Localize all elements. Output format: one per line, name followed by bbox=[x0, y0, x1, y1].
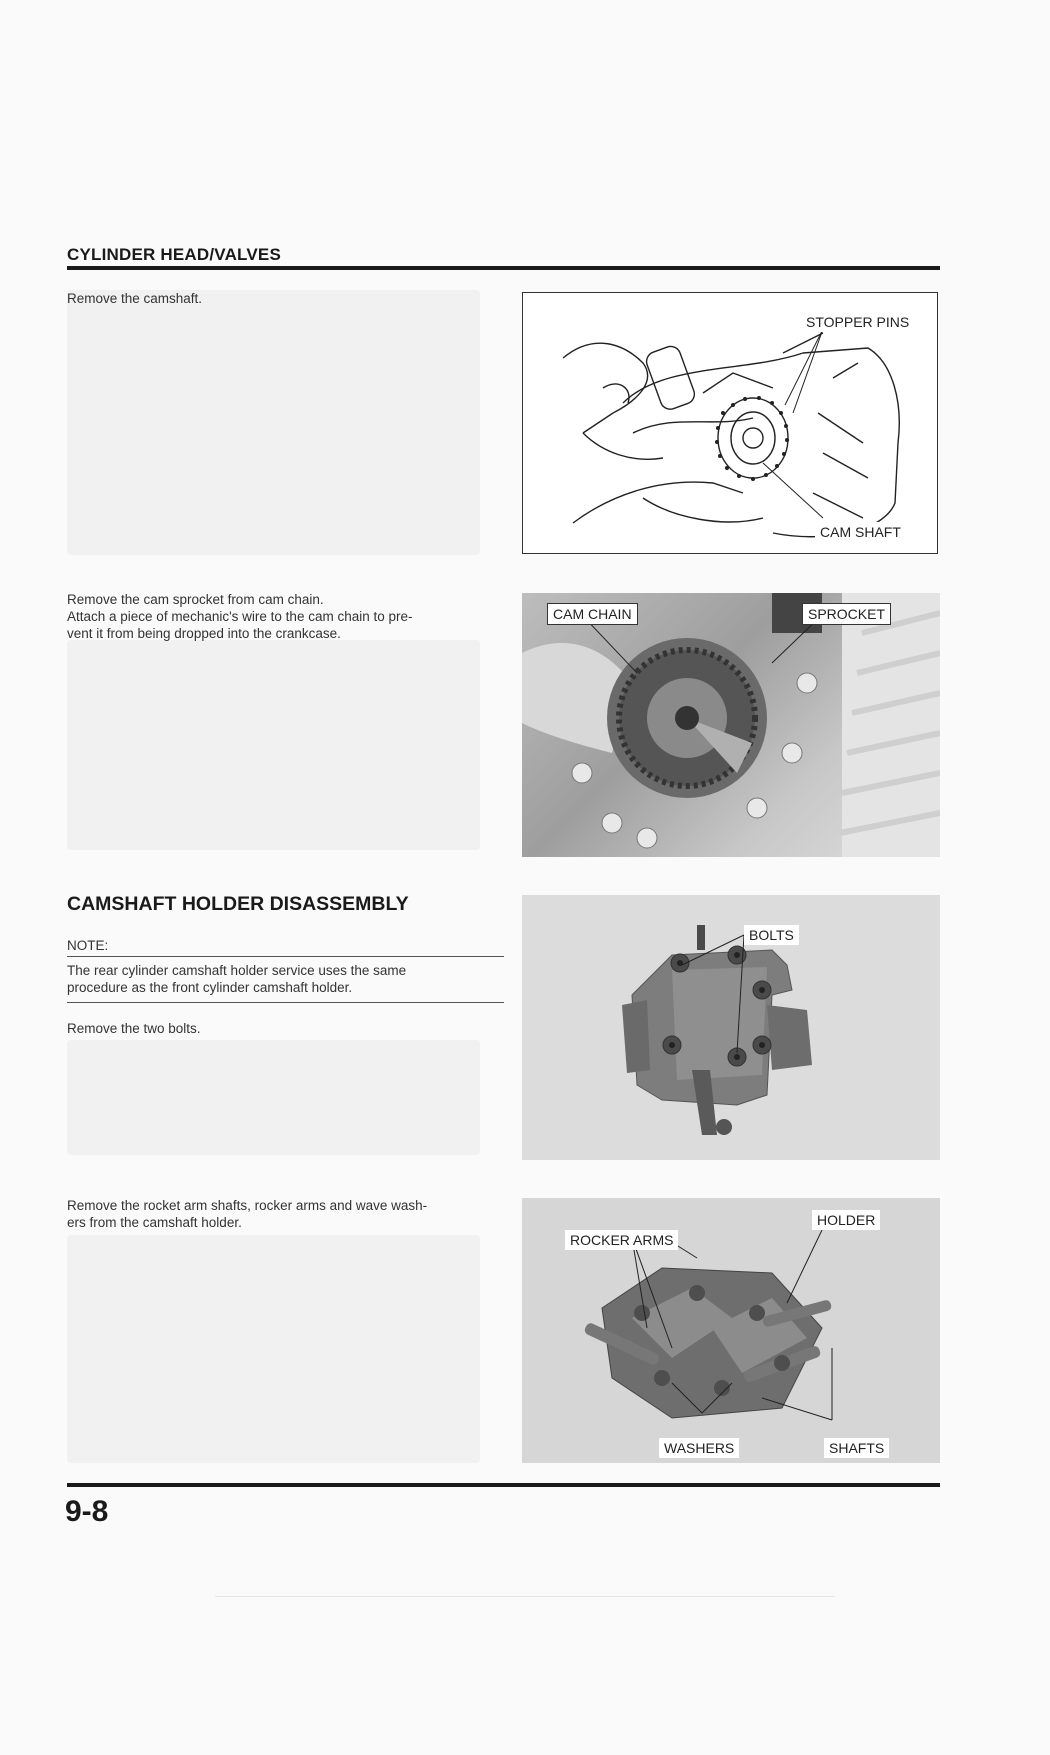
step-text bbox=[67, 591, 504, 642]
step-text-line: ers from the camshaft holder. bbox=[67, 1215, 242, 1230]
note-text-line: The rear cylinder camshaft holder service uses the same bbox=[67, 963, 407, 978]
note-label: NOTE: bbox=[67, 938, 109, 953]
label-sprocket: SPROCKET bbox=[802, 603, 891, 625]
step-text-line: Remove the cam sprocket from cam chain. bbox=[67, 592, 324, 607]
bleed-through-area bbox=[67, 640, 480, 850]
step-text: Remove the two bolts. bbox=[67, 1021, 201, 1036]
label-shafts: SHAFTS bbox=[824, 1438, 889, 1458]
footer-rule bbox=[67, 1483, 940, 1487]
figure-holder-bolts bbox=[522, 895, 940, 1160]
step-text bbox=[67, 1197, 504, 1231]
holder-bolts-photo bbox=[522, 895, 940, 1160]
note-rule-bottom bbox=[67, 1002, 504, 1003]
label-cam-shaft: CAM SHAFT bbox=[815, 522, 906, 542]
cam-sprocket-photo bbox=[522, 593, 940, 857]
note-text-line: procedure as the front cylinder camshaft holder. bbox=[67, 980, 353, 995]
figure-rocker-arms bbox=[522, 1198, 940, 1463]
bleed-through-area bbox=[67, 1235, 480, 1463]
label-washers: WASHERS bbox=[659, 1438, 739, 1458]
step-text-line: Remove the rocket arm shafts, rocker arms and wave wash- bbox=[67, 1198, 428, 1213]
figure-cam-sprocket bbox=[522, 593, 940, 857]
label-rocker-arms: ROCKER ARMS bbox=[565, 1230, 678, 1250]
label-holder: HOLDER bbox=[812, 1210, 880, 1230]
figure-camshaft-removal bbox=[522, 292, 938, 554]
step-text-line: vent it from being dropped into the crankcase. bbox=[67, 626, 341, 641]
page-number: 9-8 bbox=[65, 1495, 109, 1528]
bleed-through-area bbox=[67, 290, 480, 555]
scan-artifact-line bbox=[215, 1596, 835, 1597]
label-bolts: BOLTS bbox=[744, 925, 799, 945]
camshaft-illustration bbox=[523, 293, 938, 554]
header-rule bbox=[67, 266, 940, 270]
section-title: CYLINDER HEAD/VALVES bbox=[67, 245, 282, 264]
step-text: Remove the camshaft. bbox=[67, 291, 203, 306]
note-rule-top bbox=[67, 956, 504, 957]
label-cam-chain: CAM CHAIN bbox=[547, 603, 638, 625]
subheading: CAMSHAFT HOLDER DISASSEMBLY bbox=[67, 893, 409, 915]
bleed-through-area bbox=[67, 1040, 480, 1155]
label-stopper-pins: STOPPER PINS bbox=[801, 312, 914, 332]
step-text-line: Attach a piece of mechanic's wire to the cam chain to pre- bbox=[67, 609, 413, 624]
note-text bbox=[67, 962, 504, 996]
